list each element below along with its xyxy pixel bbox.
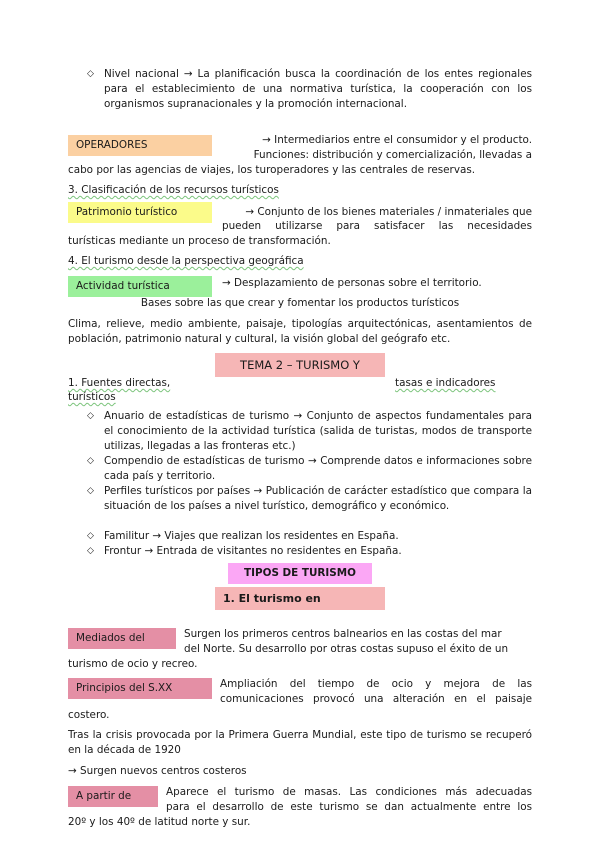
- list-item-anuario: Anuario de estadísticas de turismo → Conjunto de aspectos fundamentales para el conocimiento de la actividad turística (salida de turistas, modos de transporte utilizas, llegadas a las fronteras etc.): [104, 410, 532, 452]
- list-item-compendio: Compendio de estadísticas de turismo → Comprende datos e informaciones sobre cada país y territorio.: [104, 455, 532, 482]
- apartir-line2: para el desarrollo de este turismo se dan actualmente entre los: [166, 801, 532, 813]
- mediados-line3: turismo de ocio y recreo.: [68, 658, 198, 670]
- patrimonio-line3: turísticas mediante un proceso de transformación.: [68, 235, 331, 247]
- bullet-diamond-icon: ◇: [87, 546, 94, 556]
- list-item-frontur: Frontur → Entrada de visitantes no residentes en España.: [104, 545, 402, 557]
- tipos-title: TIPOS DE TURISMO: [228, 563, 372, 584]
- actividad-line1: → Desplazamiento de personas sobre el territorio.: [222, 277, 482, 289]
- bullet-diamond-icon: ◇: [87, 456, 94, 466]
- operadores-tag: OPERADORES: [68, 135, 212, 156]
- actividad-tag: Actividad turística: [68, 276, 212, 297]
- patrimonio-line1: → Conjunto de los bienes materiales / inmateriales que: [245, 206, 532, 218]
- crisis-text: Tras la crisis provocada por la Primera Guerra Mundial, este tipo de turismo se recuperó en la década de 1920: [68, 729, 532, 756]
- principios-line1: Ampliación del tiempo de ocio y mejora de las: [220, 678, 532, 690]
- patrimonio-tag: Patrimonio turístico: [68, 202, 212, 223]
- bases-heading: Bases sobre las que crear y fomentar los productos turísticos: [140, 297, 460, 309]
- section4-heading: 4. El turismo desde la perspectiva geográfica: [68, 255, 304, 267]
- section3-heading: 3. Clasificación de los recursos turísticos: [68, 184, 279, 196]
- bases-text: Clima, relieve, medio ambiente, paisaje, tipologías arquitectónicas, asentamientos de población, patrimonio natural y cultural, la visión global del geógrafo etc.: [68, 318, 532, 345]
- bullet-diamond-icon: ◇: [87, 531, 94, 541]
- apartir-tag: A partir de: [68, 786, 158, 807]
- bullet-diamond-icon: ◇: [87, 69, 94, 79]
- operadores-line1: → Intermediarios entre el consumidor y el producto.: [262, 134, 532, 146]
- principios-line3: costero.: [68, 709, 110, 721]
- operadores-line3: cabo por las agencias de viajes, los turoperadores y las centrales de reservas.: [68, 164, 476, 176]
- bullet-diamond-icon: ◇: [87, 411, 94, 421]
- tasas-label: tasas e indicadores: [395, 377, 496, 389]
- fuentes-label: 1. Fuentes directas,: [68, 377, 171, 389]
- mediados-line2: del Norte. Su desarrollo por otras costas supuso el éxito de un: [184, 643, 509, 655]
- bullet-diamond-icon: ◇: [87, 486, 94, 496]
- apartir-line3: 20º y los 40º de latitud norte y sur.: [68, 816, 251, 828]
- tema2-title: TEMA 2 – TURISMO Y: [215, 353, 385, 377]
- apartir-line1: Aparece el turismo de masas. Las condiciones más adecuadas: [166, 786, 532, 798]
- patrimonio-line2: pueden utilizarse para satisfacer las necesidades: [222, 220, 532, 232]
- turisticos-label: turísticos: [68, 391, 116, 403]
- surgen-text: → Surgen nuevos centros costeros: [68, 765, 247, 777]
- principios-tag: Principios del S.XX: [68, 678, 212, 699]
- mediados-tag: Mediados del: [68, 628, 176, 649]
- list-item-perfiles: Perfiles turísticos por países → Publicación de carácter estadístico que compara la situación de los países a nivel turístico, demográfico y económico.: [104, 485, 532, 512]
- principios-line2: comunicaciones provocó una alteración en el paisaje: [220, 693, 532, 705]
- operadores-line2: Funciones: distribución y comercialización, llevadas a: [253, 149, 532, 161]
- list-item-familitur: Familitur → Viajes que realizan los residentes en España.: [104, 530, 399, 542]
- nivel-nacional-text: Nivel nacional → La planificación busca la coordinación de los entes regionales para el establecimiento de una normativa turística, la cooperación con los organismos supranacionales y la promoción internacional.: [104, 68, 532, 110]
- tipos-subtitle: 1. El turismo en: [215, 587, 385, 610]
- mediados-line1: Surgen los primeros centros balnearios en las costas del mar: [184, 628, 502, 640]
